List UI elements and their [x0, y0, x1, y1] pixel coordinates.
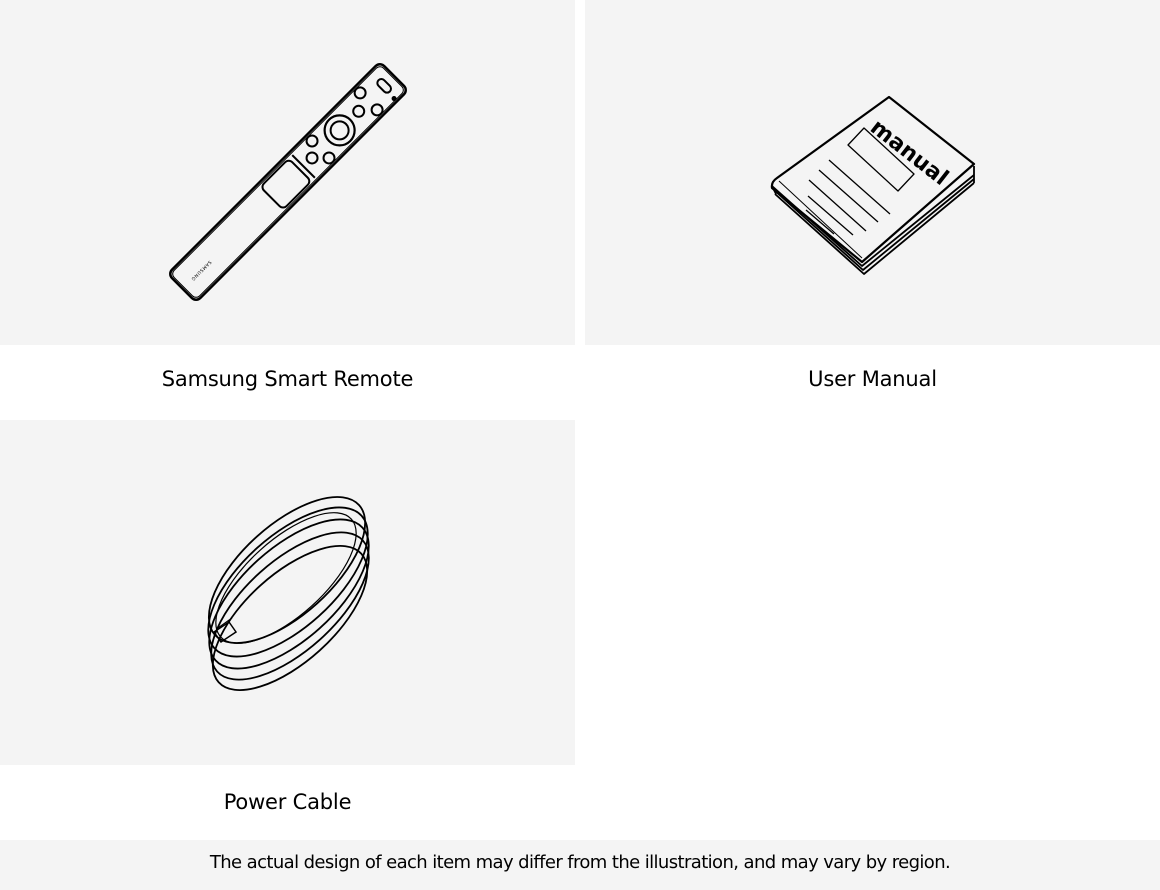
cable-illustration-tile [0, 420, 575, 765]
manual-book-icon [585, 0, 1160, 345]
coiled-cable-icon [0, 420, 575, 765]
item-name-cable: Power Cable [223, 790, 352, 814]
manual-cover-text: manual [865, 114, 953, 191]
manual-illustration-tile [585, 0, 1160, 345]
disclaimer-note: The actual design of each item may differ from the illustration, and may vary by region. [0, 840, 1160, 890]
remote-illustration-tile [0, 0, 575, 345]
item-name-remote: Samsung Smart Remote [161, 367, 414, 391]
item-name-manual: User Manual [808, 367, 937, 391]
remote-control-icon [0, 0, 575, 345]
remote-brand-mark: SAMSUNG [189, 258, 212, 282]
